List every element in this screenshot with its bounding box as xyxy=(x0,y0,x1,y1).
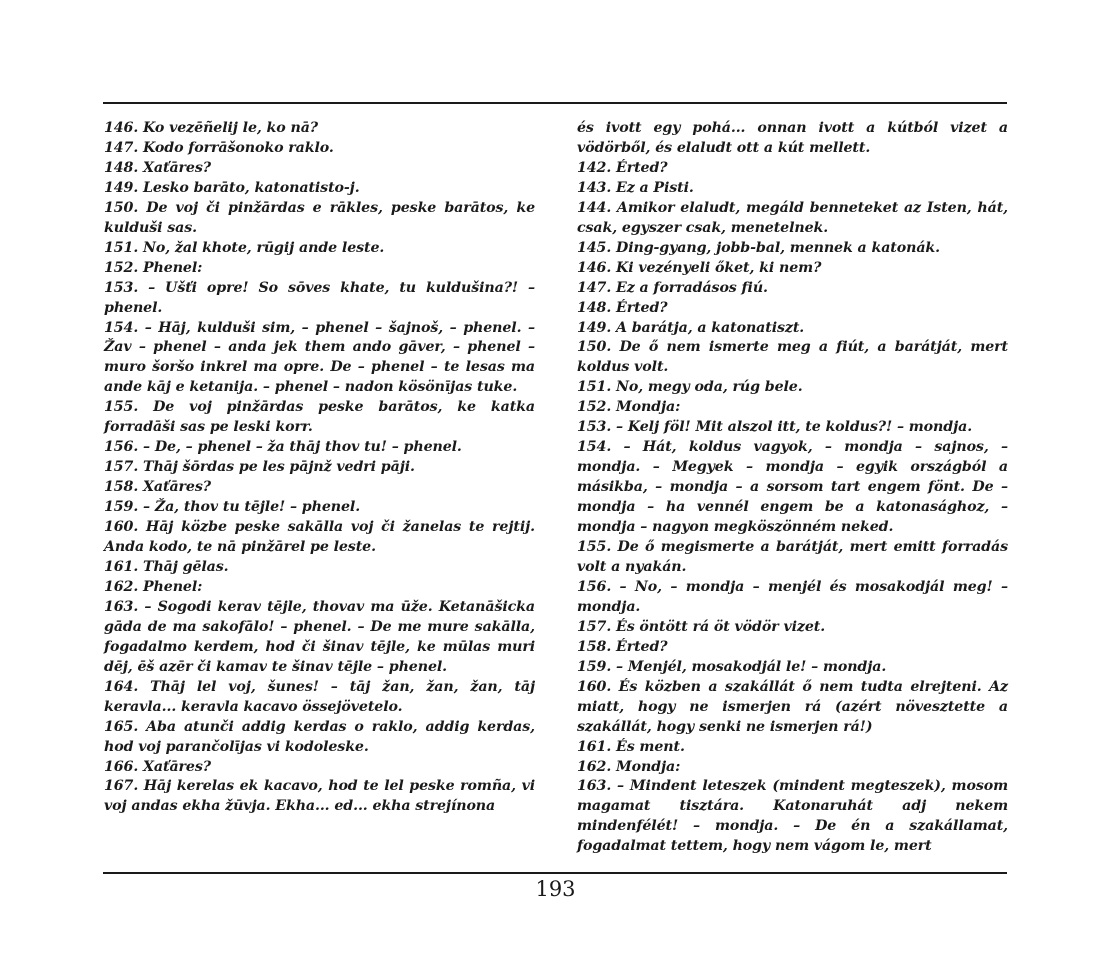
text-paragraph: 150. De voj či pinžārdas e rākles, peske barātos, ke kulduši sas. xyxy=(104,199,535,236)
text-paragraph: 146. Ki vezényeli őket, ki nem? xyxy=(577,259,822,276)
bottom-rule xyxy=(103,872,1007,874)
text-paragraph: 157. És öntött rá öt vödör vizet. xyxy=(577,618,826,635)
text-paragraph: 166. Xaťāres? xyxy=(104,758,211,775)
text-paragraph: 163. – Mindent leteszek (mindent megteszek), mosom magamat tisztára. Katonaruhát adj nekem mindenfélét! – mondja. – De én a szakállamat, fogadalmat tettem, hogy nem vágom le, mert xyxy=(577,778,1008,855)
left-column-romani xyxy=(104,119,535,817)
text-paragraph: 155. De voj pinžārdas peske barātos, ke katka forradāši sas pe leski korr. xyxy=(104,399,535,436)
text-paragraph: 147. Kodo forrāšonoko raklo. xyxy=(104,139,334,156)
text-paragraph: 158. Érted? xyxy=(577,638,668,655)
text-paragraph: 159. – Ža, thov tu tējle! – phenel. xyxy=(104,499,361,516)
text-paragraph: 164. Thāj lel voj, šunes! – tāj žan, žan, žan, tāj keravla... keravla kacavo össejövetelo. xyxy=(104,678,535,715)
text-paragraph: 152. Phenel: xyxy=(104,259,203,276)
text-paragraph: 144. Amikor elaludt, megáld benneteket az Isten, hát, csak, egyszer csak, menetelnek. xyxy=(577,199,1008,236)
text-paragraph: 163. – Sogodi kerav tējle, thovav ma ūže. Ketanāšicka gāda de ma sakofālo! – phenel. – De me mure sakālla, fogadalmo kerdem, hod či šinav tējle, ke mūlas muri dēj, ēš azēr či kamav te šinav tējle – phenel. xyxy=(104,598,535,675)
text-paragraph: 159. – Menjél, mosakodjál le! – mondja. xyxy=(577,658,887,675)
text-paragraph: 146. Ko vezēñelij le, ko nā? xyxy=(104,120,319,136)
text-paragraph: 147. Ez a forradásos fiú. xyxy=(577,279,768,296)
text-paragraph: 158. Xaťāres? xyxy=(104,479,211,496)
text-paragraph: 157. Thāj šōrdas pe les pājnž vedri pāji. xyxy=(104,459,415,476)
text-paragraph: 145. Ding-gyang, jobb-bal, mennek a katonák. xyxy=(577,239,940,256)
text-paragraph: 167. Hāj kerelas ek kacavo, hod te lel peske romña, vi voj andas ekha žūvja. Ekha... ed... ekha strejínona xyxy=(104,778,535,815)
text-paragraph: 153. – Kelj föl! Mit alszol itt, te koldus?! – mondja. xyxy=(577,419,973,436)
text-paragraph: 160. Hāj közbe peske sakālla voj či žanelas te rejtij. Anda kodo, te nā pinžārel pe leste. xyxy=(104,519,535,556)
text-paragraph: 165. Aba atunči addig kerdas o raklo, addig kerdas, hod voj parančolījas vi kodoleske. xyxy=(104,718,535,755)
text-paragraph: 162. Mondja: xyxy=(577,758,681,775)
text-paragraph: 151. No, megy oda, rúg bele. xyxy=(577,379,803,396)
text-paragraph: 155. De ő megismerte a barátját, mert emitt forradás volt a nyakán. xyxy=(577,539,1008,575)
text-paragraph: 148. Xaťāres? xyxy=(104,159,211,176)
text-paragraph: 160. És közben a szakállát ő nem tudta elrejteni. Az miatt, hogy ne ismerjen rá (azért növesztette a szakállát, hogy senki ne ismerjen rá!) xyxy=(577,678,1008,735)
page-number: 193 xyxy=(535,877,576,901)
text-paragraph: 154. – Hāj, kulduši sim, – phenel – šajnoš, – phenel. – Žav – phenel – anda jek them ando gāver, – phenel – muro šoršo inkrel ma opre. De – phenel – te lesas ma ande kāj e ketanija. – phenel – nadon kösönījas tuke. xyxy=(104,319,535,396)
text-paragraph: 150. De ő nem ismerte meg a fiút, a barátját, mert koldus volt. xyxy=(577,339,1008,376)
top-rule xyxy=(103,102,1007,104)
text-paragraph: 161. És ment. xyxy=(577,738,685,755)
text-paragraph: 152. Mondja: xyxy=(577,399,681,416)
right-column-hungarian xyxy=(577,119,1008,857)
text-paragraph: 162. Phenel: xyxy=(104,578,203,595)
text-paragraph: 148. Érted? xyxy=(577,299,668,316)
text-paragraph: 154. – Hát, koldus vagyok, – mondja – sajnos, – mondja. – Megyek – mondja – egyik országból a másikba, – mondja – a sorsom tart engem fönt. De – mondja – ha vennél engem be a katonasághoz, – mondja – nagyon megköszönném neked. xyxy=(577,439,1008,536)
text-paragraph: és ivott egy pohá... onnan ivott a kútból vizet a vödörből, és elaludt ott a kút mellett. xyxy=(577,120,1008,156)
text-paragraph: 153. – Ušťi opre! So sōves khate, tu kuldušina?! – phenel. xyxy=(104,279,535,316)
text-paragraph: 156. – No, – mondja – menjél és mosakodjál meg! – mondja. xyxy=(577,578,1008,615)
text-paragraph: 161. Thāj gēlas. xyxy=(104,558,229,575)
text-paragraph: 151. No, žal khote, rūgij ande leste. xyxy=(104,239,385,256)
text-paragraph: 156. – De, – phenel – ža thāj thov tu! – phenel. xyxy=(104,439,462,456)
text-paragraph: 143. Ez a Pisti. xyxy=(577,179,694,196)
text-paragraph: 149. A barátja, a katonatiszt. xyxy=(577,319,805,336)
text-paragraph: 142. Érted? xyxy=(577,159,668,176)
text-paragraph: 149. Lesko barāto, katonatisto-j. xyxy=(104,179,360,196)
